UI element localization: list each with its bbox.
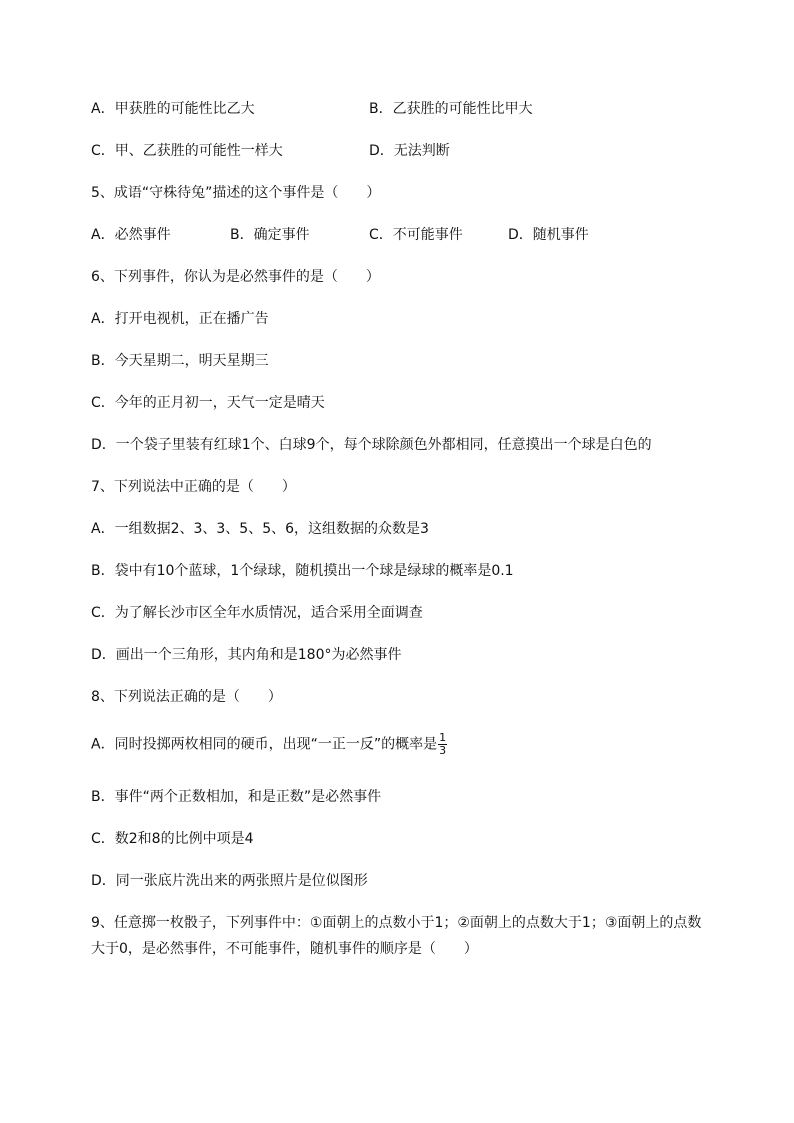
q6-option-b: B．今天星期二，明天星期三 xyxy=(91,353,269,369)
fraction-denominator: 3 xyxy=(439,744,447,757)
q4-option-c: C．甲、乙获胜的可能性一样大 xyxy=(91,143,283,159)
q5-stem: 5、成语“守株待兔”描述的这个事件是（ ） xyxy=(91,185,381,201)
q7-option-d: D．画出一个三角形，其内角和是180°为必然事件 xyxy=(91,647,402,663)
q7-stem: 7、下列说法中正确的是（ ） xyxy=(91,479,296,495)
q6-stem: 6、下列事件，你认为是必然事件的是（ ） xyxy=(91,269,380,285)
fraction-numerator: 1 xyxy=(439,731,447,744)
q4-option-a: A．甲获胜的可能性比乙大 xyxy=(91,101,255,117)
q8-stem: 8、下列说法正确的是（ ） xyxy=(91,689,282,705)
q5-option-d: D．随机事件 xyxy=(508,227,589,243)
q5-option-c: C．不可能事件 xyxy=(369,227,463,243)
one-third-fraction xyxy=(438,732,447,757)
q9-stem-line-1: 9、任意掷一枚骰子，下列事件中：①面朝上的点数小于1；②面朝上的点数大于1；③面朝上的点数 xyxy=(91,915,702,931)
q4-option-b: B．乙获胜的可能性比甲大 xyxy=(369,101,533,117)
q5-option-b: B．确定事件 xyxy=(230,227,310,243)
q4-option-d: D．无法判断 xyxy=(369,143,450,159)
q7-option-c: C．为了解长沙市区全年水质情况，适合采用全面调查 xyxy=(91,605,423,621)
q8-option-b: B．事件“两个正数相加，和是正数”是必然事件 xyxy=(91,789,382,805)
q8-option-a xyxy=(91,732,447,757)
q5-option-a: A．必然事件 xyxy=(91,227,171,243)
q7-option-b: B．袋中有10个蓝球，1个绿球，随机摸出一个球是绿球的概率是0.1 xyxy=(91,563,514,579)
q9-stem-line-2: 大于0，是必然事件，不可能事件，随机事件的顺序是（ ） xyxy=(91,941,478,957)
q6-option-d: D．一个袋子里装有红球1个、白球9个，每个球除颜色外都相同，任意摸出一个球是白色的 xyxy=(91,437,652,453)
q7-option-a: A．一组数据2、3、3、5、5、6，这组数据的众数是3 xyxy=(91,521,429,537)
q8-option-a-text: A．同时投掷两枚相同的硬币，出现“一正一反”的概率是 xyxy=(91,736,438,753)
q8-option-d: D．同一张底片洗出来的两张照片是位似图形 xyxy=(91,873,368,889)
q6-option-a: A．打开电视机，正在播广告 xyxy=(91,311,269,327)
q6-option-c: C．今年的正月初一，天气一定是晴天 xyxy=(91,395,325,411)
q8-option-c: C．数2和8的比例中项是4 xyxy=(91,831,254,847)
